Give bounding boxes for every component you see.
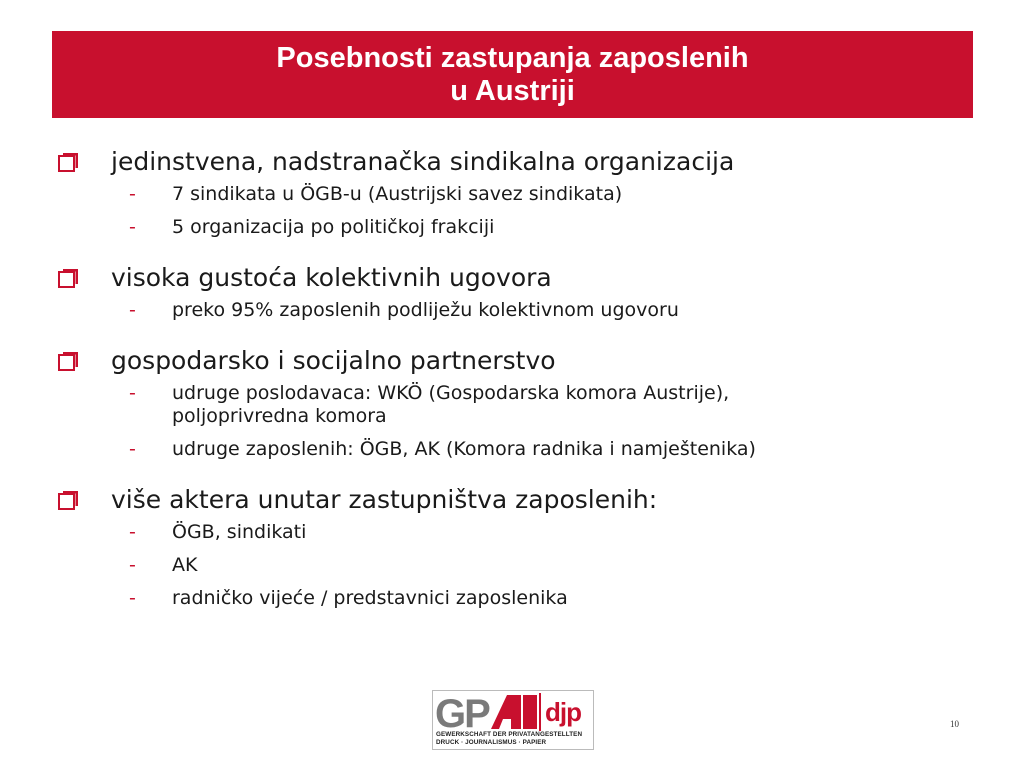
slide-title-line-1: Posebnosti zastupanja zaposlenih <box>276 41 749 74</box>
sub-item-text: udruge zaposlenih: ÖGB, AK (Komora radnika i namještenika) <box>172 438 756 460</box>
gpa-djp-logo <box>432 690 594 750</box>
checkbox-square-icon <box>58 153 78 173</box>
dash-marker: - <box>129 216 136 238</box>
sub-item <box>111 521 958 544</box>
slide-title-line-2: u Austriji <box>450 74 575 107</box>
sub-item <box>111 587 958 610</box>
bullet-text: visoka gustoća kolektivnih ugovora <box>111 263 552 292</box>
sub-item-text: preko 95% zaposlenih podliježu kolektivnom ugovoru <box>172 299 679 321</box>
sub-item <box>111 554 958 577</box>
bullet-item <box>58 259 958 332</box>
dash-marker: - <box>129 521 136 543</box>
svg-text:GP: GP <box>435 693 489 731</box>
bullet-text: više aktera unutar zastupništva zaposlenih: <box>111 485 658 514</box>
sub-item-text: AK <box>172 554 198 576</box>
dash-marker: - <box>129 554 136 576</box>
page-number: 10 <box>950 719 959 729</box>
bullet-text: jedinstvena, nadstranačka sindikalna organizacija <box>111 147 735 176</box>
sub-item-text: udruge poslodavaca: WKÖ (Gospodarska komora Austrije), poljoprivredna komora <box>172 382 730 427</box>
djp-logo-mark <box>539 693 591 731</box>
svg-text:djp: djp <box>545 697 581 727</box>
dash-marker: - <box>129 587 136 609</box>
bullet-item <box>58 143 958 249</box>
logo-subtitle <box>436 731 590 747</box>
gpa-logo-mark <box>435 693 539 731</box>
sub-item <box>111 382 958 428</box>
checkbox-square-icon <box>58 269 78 289</box>
sub-item <box>111 216 958 239</box>
dash-marker: - <box>129 183 136 205</box>
bullet-item <box>58 342 958 471</box>
title-banner <box>52 31 973 118</box>
sub-item-text: 7 sindikata u ÖGB-u (Austrijski savez sindikata) <box>172 183 623 205</box>
bullet-list <box>58 143 958 620</box>
checkbox-square-icon <box>58 352 78 372</box>
sub-item <box>111 183 958 206</box>
bullet-text: gospodarsko i socijalno partnerstvo <box>111 346 556 375</box>
sub-item-text: radničko vijeće / predstavnici zaposlenika <box>172 587 568 609</box>
dash-marker: - <box>129 438 136 460</box>
checkbox-square-icon <box>58 491 78 511</box>
bullet-item <box>58 481 958 620</box>
sub-item-text: ÖGB, sindikati <box>172 521 307 543</box>
sub-item-text: 5 organizacija po političkoj frakciji <box>172 216 495 238</box>
sub-item <box>111 299 958 322</box>
logo-subtitle-line-1: GEWERKSCHAFT DER PRIVATANGESTELLTEN <box>436 731 583 738</box>
logo-subtitle-line-2: DRUCK · JOURNALISMUS · PAPIER <box>436 739 547 746</box>
dash-marker: - <box>129 382 136 404</box>
sub-item <box>111 438 958 461</box>
dash-marker: - <box>129 299 136 321</box>
